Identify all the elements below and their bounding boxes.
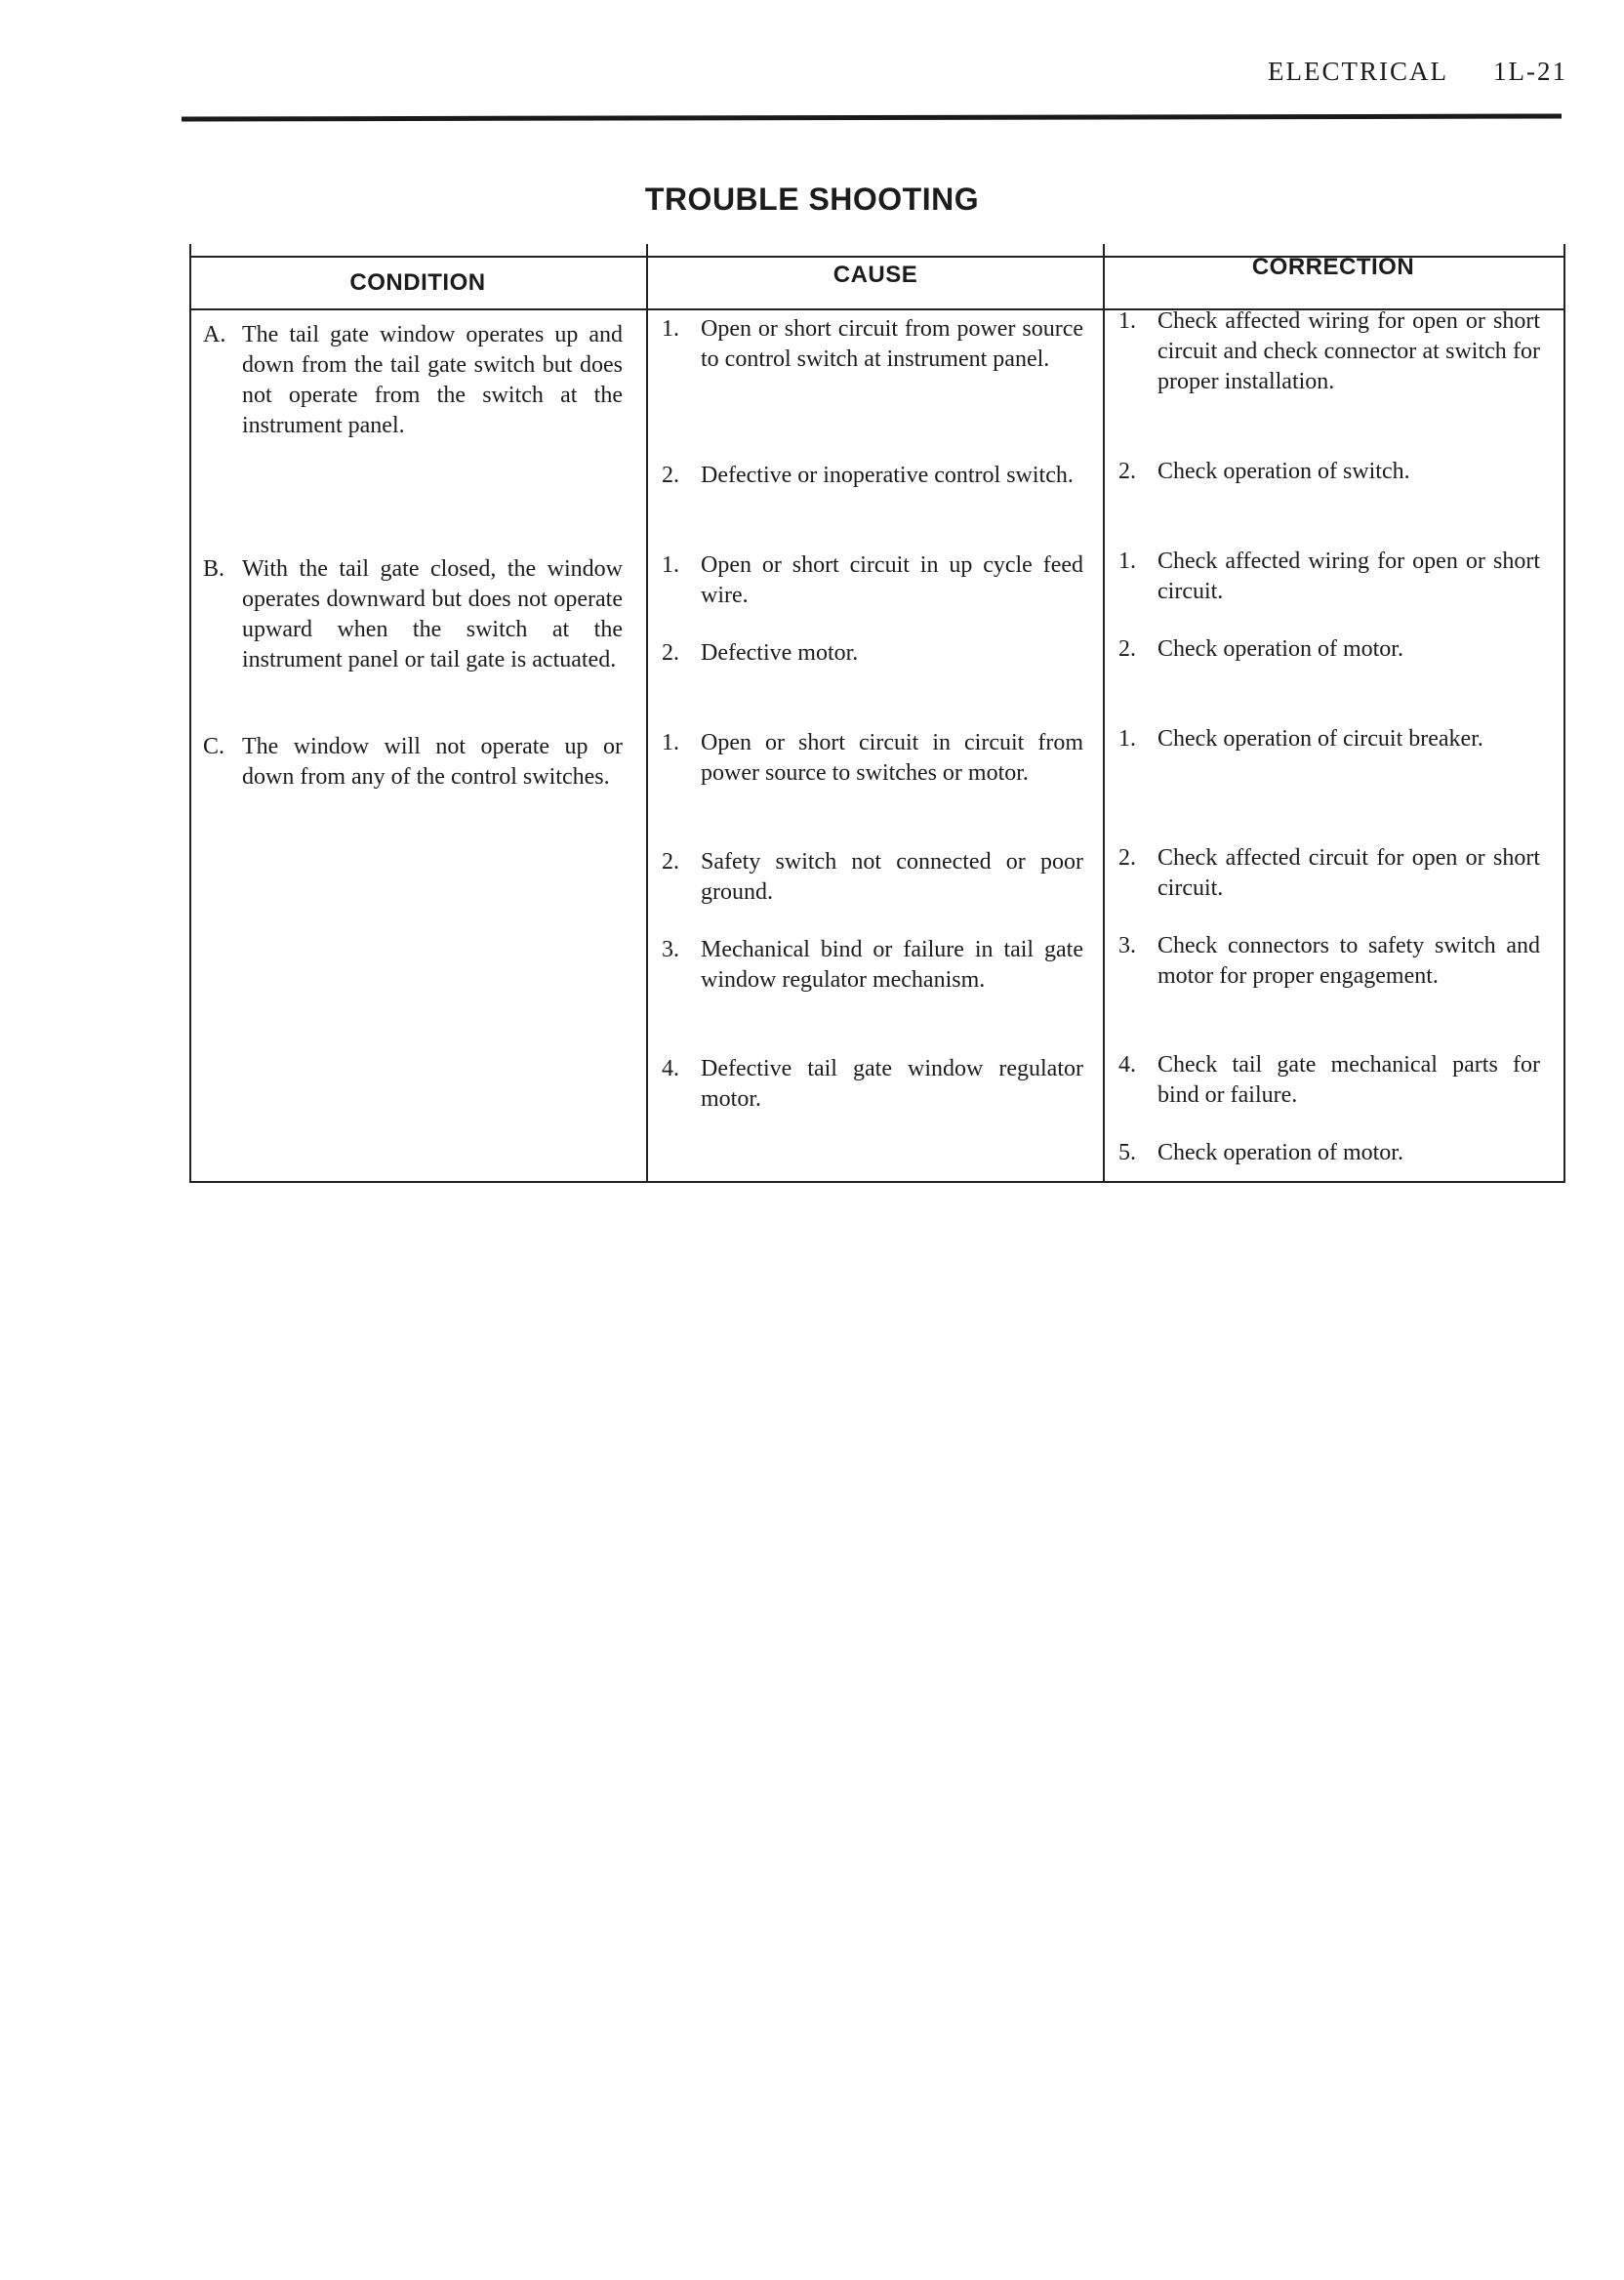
cause-b-2 [662,638,1083,669]
header-rule [182,114,1562,122]
cause-a-2 [662,461,1083,491]
condition-text: With the tail gate closed, the window operates downward but does not operate upward when the switch at the instrument panel or tail gate is actuated. [242,556,623,672]
condition-text: The tail gate window operates up and down from the tail gate switch but does not operate from the switch at the instrument panel. [242,322,623,438]
correction-b-1 [1118,547,1540,607]
correction-c-1 [1118,724,1540,754]
correction-c-5 [1118,1138,1540,1168]
list-number: 2. [1118,845,1136,871]
list-number: 2. [662,849,679,875]
cause-b-1 [662,550,1083,611]
correction-text: Check connectors to safety switch and motor for proper engagement. [1157,933,1540,989]
list-number: 2. [1118,636,1136,662]
list-number: 4. [662,1056,679,1081]
list-number: 3. [1118,933,1136,958]
correction-a-2 [1118,457,1540,487]
cause-c-3 [662,935,1083,996]
condition-text: The window will not operate up or down from any of the control switches. [242,734,623,790]
condition-label: C. [203,734,225,759]
table-divider-cause [646,244,648,1183]
cause-c-2 [662,847,1083,908]
correction-c-4 [1118,1050,1540,1111]
condition-c [203,732,623,793]
list-number: 3. [662,937,679,962]
cause-text: Defective motor. [701,640,859,666]
cause-c-1 [662,728,1083,789]
correction-text: Check operation of switch. [1157,459,1410,484]
cause-text: Safety switch not connected or poor ground. [701,849,1083,905]
table-bottom-border [189,1181,1563,1183]
condition-label: B. [203,556,225,582]
condition-b [203,554,623,675]
list-number: 2. [1118,459,1136,484]
condition-a [203,320,623,441]
troubleshooting-table [189,244,1563,1183]
list-number: 1. [662,730,679,755]
section-title: ELECTRICAL [1268,57,1449,86]
cause-text: Defective tail gate window regulator motor. [701,1056,1083,1112]
list-number: 1. [1118,308,1136,334]
table-border-left [189,244,191,1183]
cause-a-1 [662,314,1083,375]
column-header-condition: CONDITION [349,269,486,296]
page-number: 1L-21 [1493,57,1567,86]
column-header-cause: CAUSE [832,262,918,288]
correction-text: Check tail gate mechanical parts for bind or failure. [1157,1052,1540,1108]
correction-a-1 [1118,306,1540,397]
column-header-correction: CORRECTION [1251,254,1415,280]
cause-text: Open or short circuit from power source to control switch at instrument panel. [701,316,1083,372]
correction-text: Check operation of motor. [1157,636,1403,662]
correction-text: Check affected wiring for open or short circuit and check connector at switch for proper installation. [1157,308,1540,394]
cause-text: Mechanical bind or failure in tail gate window regulator mechanism. [701,937,1083,993]
correction-text: Check operation of circuit breaker. [1157,726,1483,752]
list-number: 5. [1118,1140,1136,1165]
correction-text: Check operation of motor. [1157,1140,1403,1165]
correction-c-2 [1118,843,1540,904]
list-number: 1. [662,552,679,578]
list-number: 2. [662,463,679,488]
list-number: 1. [1118,549,1136,574]
cause-text: Open or short circuit in circuit from power source to switches or motor. [701,730,1083,786]
page-title: TROUBLE SHOOTING [644,182,980,217]
cause-c-4 [662,1054,1083,1115]
cause-text: Open or short circuit in up cycle feed wire. [701,552,1083,608]
correction-c-3 [1118,931,1540,992]
correction-text: Check affected circuit for open or short circuit. [1157,845,1540,901]
condition-label: A. [203,322,226,347]
list-number: 1. [1118,726,1136,752]
list-number: 4. [1118,1052,1136,1078]
correction-text: Check affected wiring for open or short circuit. [1157,549,1540,604]
page-header [1268,57,1567,87]
correction-b-2 [1118,634,1540,665]
cause-text: Defective or inoperative control switch. [701,463,1074,488]
list-number: 2. [662,640,679,666]
list-number: 1. [662,316,679,342]
